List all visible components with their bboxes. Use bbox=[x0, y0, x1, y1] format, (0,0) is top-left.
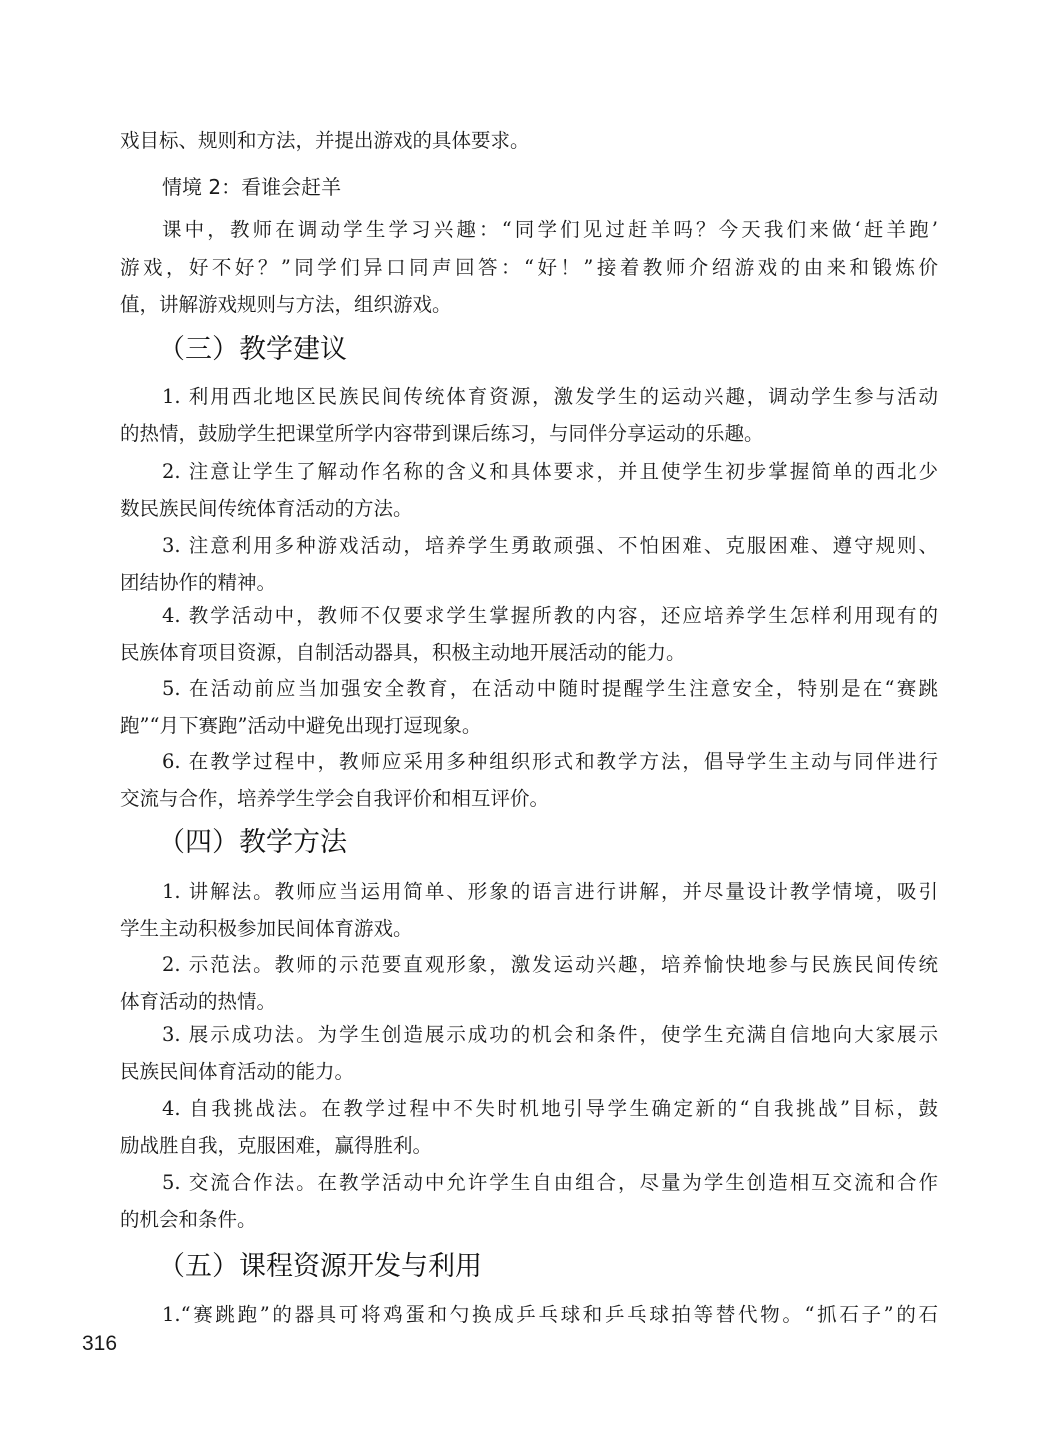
paragraph-line: 游戏，好不好？”同学们异口同声回答：“好！”接着教师介绍游戏的由来和锻炼价 bbox=[120, 256, 938, 279]
list-item-line: 6. 在教学过程中，教师应采用多种组织形式和教学方法，倡导学生主动与同伴进行 bbox=[162, 750, 938, 773]
page-number: 316 bbox=[82, 1332, 118, 1355]
list-item-line: 1.“赛跳跑”的器具可将鸡蛋和勺换成乒乓球和乒乓球拍等替代物。“抓石子”的石 bbox=[162, 1303, 938, 1326]
list-item-line: 3. 展示成功法。为学生创造展示成功的机会和条件，使学生充满自信地向大家展示 bbox=[162, 1023, 938, 1046]
list-item-line: 5. 在活动前应当加强安全教育，在活动中随时提醒学生注意安全，特别是在“赛跳 bbox=[162, 677, 938, 700]
list-item-line: 1. 讲解法。教师应当运用简单、形象的语言进行讲解，并尽量设计教学情境，吸引 bbox=[162, 880, 938, 903]
list-item-line: 民族体育项目资源，自制活动器具，积极主动地开展活动的能力。 bbox=[120, 641, 686, 664]
list-item-line: 体育活动的热情。 bbox=[120, 990, 277, 1013]
list-item-line: 1. 利用西北地区民族民间传统体育资源，激发学生的运动兴趣，调动学生参与活动 bbox=[162, 385, 938, 408]
section-4-heading: （四）教学方法 bbox=[158, 827, 347, 858]
list-item-line: 学生主动积极参加民间体育游戏。 bbox=[120, 917, 413, 940]
list-item-line: 团结协作的精神。 bbox=[120, 571, 277, 594]
list-item-line: 跑”“月下赛跑”活动中避免出现打逗现象。 bbox=[120, 714, 482, 737]
paragraph-line: 课中，教师在调动学生学习兴趣：“同学们见过赶羊吗？今天我们来做‘赶羊跑’ bbox=[162, 218, 938, 241]
list-item-line: 4. 自我挑战法。在教学过程中不失时机地引导学生确定新的“自我挑战”目标，鼓 bbox=[162, 1097, 938, 1120]
list-item-line: 的机会和条件。 bbox=[120, 1208, 257, 1231]
intro-tail-line: 戏目标、规则和方法，并提出游戏的具体要求。 bbox=[120, 129, 530, 152]
list-item-line: 励战胜自我，克服困难，赢得胜利。 bbox=[120, 1134, 433, 1157]
list-item-line: 的热情，鼓励学生把课堂所学内容带到课后练习，与同伴分享运动的乐趣。 bbox=[120, 422, 764, 445]
list-item-line: 3. 注意利用多种游戏活动，培养学生勇敢顽强、不怕困难、克服困难、遵守规则、 bbox=[162, 534, 938, 557]
section-3-heading: （三）教学建议 bbox=[158, 334, 347, 365]
paragraph-line: 值，讲解游戏规则与方法，组织游戏。 bbox=[120, 293, 452, 316]
list-item-line: 4. 教学活动中，教师不仅要求学生掌握所教的内容，还应培养学生怎样利用现有的 bbox=[162, 604, 938, 627]
list-item-line: 2. 示范法。教师的示范要直观形象，激发运动兴趣，培养愉快地参与民族民间传统 bbox=[162, 953, 938, 976]
list-item-line: 5. 交流合作法。在教学活动中允许学生自由组合，尽量为学生创造相互交流和合作 bbox=[162, 1171, 938, 1194]
situation-2-title: 情境 2：看谁会赶羊 bbox=[162, 175, 342, 199]
list-item-line: 民族民间体育活动的能力。 bbox=[120, 1060, 355, 1083]
section-5-heading: （五）课程资源开发与利用 bbox=[158, 1251, 482, 1282]
list-item-line: 数民族民间传统体育活动的方法。 bbox=[120, 497, 413, 520]
list-item-line: 交流与合作，培养学生学会自我评价和相互评价。 bbox=[120, 787, 550, 810]
list-item-line: 2. 注意让学生了解动作名称的含义和具体要求，并且使学生初步掌握简单的西北少 bbox=[162, 460, 938, 483]
